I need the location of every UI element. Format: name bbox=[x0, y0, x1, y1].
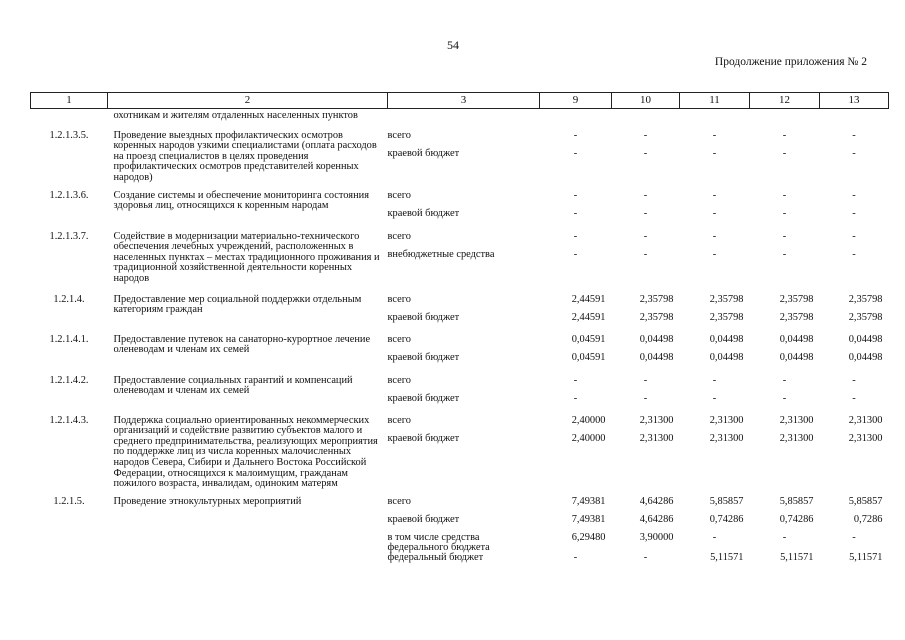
value-cell bbox=[820, 186, 889, 227]
amount-value: - bbox=[643, 230, 648, 242]
amount-value: 4,64286 bbox=[639, 513, 674, 525]
value-cell bbox=[820, 287, 889, 331]
value-cell bbox=[540, 186, 612, 227]
amount-value: 0,04498 bbox=[779, 351, 814, 363]
funding-source: всего bbox=[387, 414, 411, 426]
amount-value: - bbox=[782, 374, 787, 386]
amount-value: - bbox=[852, 248, 856, 260]
amount-value: - bbox=[852, 531, 856, 543]
value-cell bbox=[750, 412, 820, 492]
amount-value: 7,49381 bbox=[571, 513, 606, 525]
table-body bbox=[31, 109, 889, 571]
amount-value: - bbox=[782, 189, 787, 201]
amount-value: - bbox=[643, 392, 648, 404]
amount-value: - bbox=[712, 531, 717, 543]
amount-value: 2,31300 bbox=[848, 414, 883, 426]
amount-value: - bbox=[712, 230, 717, 242]
amount-value: 2,31300 bbox=[639, 432, 674, 444]
amount-value: 0,04498 bbox=[709, 333, 744, 345]
value-cell bbox=[612, 331, 680, 371]
amount-value: 2,35798 bbox=[779, 293, 814, 305]
col-header: 1 bbox=[31, 93, 108, 109]
amount-value: 3,90000 bbox=[639, 531, 674, 543]
value-cell bbox=[612, 109, 680, 124]
amount-value: - bbox=[573, 551, 578, 563]
funding-source: всего bbox=[387, 230, 411, 242]
amount-value: - bbox=[712, 129, 717, 141]
value-cell bbox=[750, 109, 820, 124]
amount-value: 2,31300 bbox=[848, 432, 883, 444]
amount-value: - bbox=[573, 230, 578, 242]
col-header: 10 bbox=[612, 93, 680, 109]
funding-source: всего bbox=[387, 333, 411, 345]
value-cell bbox=[540, 227, 612, 287]
value-cell bbox=[750, 492, 820, 571]
value-cell bbox=[750, 287, 820, 331]
amount-value: 2,44591 bbox=[571, 311, 606, 323]
funding-source: всего bbox=[387, 374, 411, 386]
row-description: Проведение этнокультурных мероприятий bbox=[113, 495, 302, 507]
row-description: Предоставление путевок на санаторно-курортное лечение оленеводам и членам их семей bbox=[113, 333, 371, 356]
amount-value: 2,31300 bbox=[639, 414, 674, 426]
value-cell bbox=[680, 331, 750, 371]
amount-value: - bbox=[573, 129, 578, 141]
value-cell bbox=[750, 331, 820, 371]
value-cell bbox=[612, 492, 680, 571]
value-cell bbox=[540, 109, 612, 124]
amount-value: - bbox=[643, 248, 648, 260]
row-code: 1.2.1.3.5. bbox=[49, 129, 89, 141]
amount-value: 0,04591 bbox=[571, 333, 606, 345]
value-cell bbox=[750, 371, 820, 412]
amount-value: 2,31300 bbox=[779, 414, 814, 426]
amount-value: 2,31300 bbox=[709, 432, 744, 444]
amount-value: 2,40000 bbox=[571, 432, 606, 444]
amount-value: 2,44591 bbox=[571, 293, 606, 305]
amount-value: - bbox=[852, 189, 856, 201]
table-row bbox=[31, 412, 889, 492]
amount-value: - bbox=[573, 374, 578, 386]
row-code: 1.2.1.4. bbox=[53, 293, 85, 305]
value-cell bbox=[680, 109, 750, 124]
amount-value: - bbox=[573, 248, 578, 260]
amount-value: - bbox=[643, 189, 648, 201]
page-number: 54 bbox=[447, 38, 459, 52]
row-description: Предоставление социальных гарантий и компенсаций оленеводам и членам их семей bbox=[113, 374, 353, 397]
amount-value: 2,35798 bbox=[709, 311, 744, 323]
amount-value: 5,85857 bbox=[779, 495, 814, 507]
amount-value: - bbox=[782, 207, 787, 219]
amount-value: - bbox=[782, 531, 787, 543]
col-header: 11 bbox=[680, 93, 750, 109]
row-code: 1.2.1.4.1. bbox=[49, 333, 89, 345]
amount-value: 2,35798 bbox=[848, 311, 883, 323]
amount-value: 0,04498 bbox=[709, 351, 744, 363]
row-sources bbox=[388, 412, 540, 492]
funding-source: внебюджетные средства bbox=[387, 248, 495, 260]
value-cell bbox=[750, 227, 820, 287]
value-cell bbox=[680, 287, 750, 331]
amount-value: - bbox=[782, 392, 787, 404]
value-cell bbox=[680, 412, 750, 492]
row-code bbox=[31, 109, 108, 124]
amount-value: 2,35798 bbox=[848, 293, 883, 305]
value-cell bbox=[540, 331, 612, 371]
amount-value: 5,11571 bbox=[710, 551, 744, 563]
amount-value: 0,04498 bbox=[639, 351, 674, 363]
amount-value: 0,74286 bbox=[779, 513, 814, 525]
row-code: 1.2.1.3.7. bbox=[49, 230, 89, 242]
funding-source: краевой бюджет bbox=[387, 147, 460, 159]
amount-value: 0,7286 bbox=[853, 513, 883, 525]
value-cell bbox=[820, 492, 889, 571]
value-cell bbox=[680, 492, 750, 571]
amount-value: - bbox=[643, 207, 648, 219]
amount-value: 5,85857 bbox=[848, 495, 883, 507]
amount-value: 0,04498 bbox=[848, 351, 883, 363]
amount-value: 2,35798 bbox=[779, 311, 814, 323]
amount-value: - bbox=[712, 374, 717, 386]
amount-value: - bbox=[643, 129, 648, 141]
amount-value: 4,64286 bbox=[639, 495, 674, 507]
value-cell bbox=[820, 412, 889, 492]
amount-value: 0,04498 bbox=[639, 333, 674, 345]
funding-source: всего bbox=[387, 129, 411, 141]
row-sources bbox=[388, 227, 540, 287]
value-cell bbox=[612, 186, 680, 227]
value-cell bbox=[680, 186, 750, 227]
col-header: 12 bbox=[750, 93, 820, 109]
amount-value: 5,11571 bbox=[780, 551, 814, 563]
budget-table bbox=[30, 92, 889, 571]
row-sources bbox=[388, 331, 540, 371]
value-cell bbox=[820, 371, 889, 412]
amount-value: 2,31300 bbox=[779, 432, 814, 444]
table-row bbox=[31, 109, 889, 124]
amount-value: 0,74286 bbox=[709, 513, 744, 525]
row-code: 1.2.1.3.6. bbox=[49, 189, 89, 201]
row-description: Предоставление мер социальной поддержки отдельным категориям граждан bbox=[113, 293, 362, 316]
value-cell bbox=[540, 371, 612, 412]
funding-source: краевой бюджет bbox=[387, 432, 460, 444]
table-row bbox=[31, 227, 889, 287]
amount-value: - bbox=[852, 147, 856, 159]
value-cell bbox=[820, 227, 889, 287]
amount-value: 7,49381 bbox=[571, 495, 606, 507]
value-cell bbox=[612, 227, 680, 287]
amount-value: - bbox=[782, 147, 787, 159]
value-cell bbox=[680, 124, 750, 186]
col-header: 2 bbox=[108, 93, 388, 109]
col-header: 13 bbox=[820, 93, 889, 109]
amount-value: - bbox=[643, 551, 648, 563]
value-cell bbox=[820, 331, 889, 371]
col-header: 9 bbox=[540, 93, 612, 109]
value-cell bbox=[612, 412, 680, 492]
value-cell bbox=[540, 124, 612, 186]
value-cell bbox=[820, 124, 889, 186]
table-row bbox=[31, 331, 889, 371]
row-sources bbox=[388, 124, 540, 186]
amount-value: - bbox=[852, 392, 856, 404]
funding-source: краевой бюджет bbox=[387, 207, 460, 219]
amount-value: - bbox=[712, 189, 717, 201]
col-header: 3 bbox=[388, 93, 540, 109]
row-code: 1.2.1.5. bbox=[53, 495, 85, 507]
amount-value: 6,29480 bbox=[571, 531, 606, 543]
continuation-caption: Продолжение приложения № 2 bbox=[714, 56, 867, 68]
value-cell bbox=[750, 186, 820, 227]
funding-source: всего bbox=[387, 189, 411, 201]
funding-source: краевой бюджет bbox=[387, 311, 460, 323]
row-description: охотникам и жителям отдаленных населенных пунктов bbox=[113, 110, 358, 121]
amount-value: - bbox=[712, 392, 717, 404]
row-sources bbox=[388, 492, 540, 571]
value-cell bbox=[540, 492, 612, 571]
amount-value: 0,04498 bbox=[848, 333, 883, 345]
funding-source: краевой бюджет bbox=[387, 513, 460, 525]
row-description: Поддержка социально ориентированных некоммерческих организаций и содействие развитию субъектов малого и среднего предпринимательства, реализующих мероприятия по поддержке лиц из числа коренных малочисленных народов Севера, Сибири и Дальнего Востока Российской Федерации, относящихся к малоимущим, гражданам пожилого возраста, инвалидам, одиноким матерям bbox=[113, 414, 378, 490]
value-cell bbox=[540, 287, 612, 331]
amount-value: - bbox=[573, 207, 578, 219]
header-row bbox=[31, 93, 889, 109]
amount-value: 0,04498 bbox=[779, 333, 814, 345]
amount-value: - bbox=[782, 129, 787, 141]
amount-value: - bbox=[643, 147, 648, 159]
row-code: 1.2.1.4.2. bbox=[49, 374, 89, 386]
amount-value: 2,35798 bbox=[639, 311, 674, 323]
amount-value: - bbox=[712, 248, 717, 260]
table-row bbox=[31, 371, 889, 412]
table-row bbox=[31, 124, 889, 186]
funding-source: в том числе средства федерального бюджета bbox=[387, 531, 490, 554]
amount-value: - bbox=[782, 230, 787, 242]
row-description: Проведение выездных профилактических осмотров коренных народов узкими специалистами (оплата расходов на проезд специалистов в целях проведения профилактических осмотров представителей коренных народов) bbox=[113, 129, 377, 183]
amount-value: 2,40000 bbox=[571, 414, 606, 426]
funding-source: краевой бюджет bbox=[387, 351, 460, 363]
value-cell bbox=[540, 412, 612, 492]
value-cell bbox=[680, 227, 750, 287]
table-row bbox=[31, 186, 889, 227]
funding-source: всего bbox=[387, 495, 411, 507]
amount-value: - bbox=[573, 147, 578, 159]
amount-value: - bbox=[573, 392, 578, 404]
row-description: Создание системы и обеспечение мониторинга состояния здоровья лиц, относящихся к коренным народам bbox=[113, 189, 369, 212]
funding-source: всего bbox=[387, 293, 411, 305]
amount-value: - bbox=[712, 147, 717, 159]
row-sources bbox=[388, 371, 540, 412]
amount-value: - bbox=[643, 374, 648, 386]
amount-value: 2,35798 bbox=[639, 293, 674, 305]
amount-value: - bbox=[712, 207, 717, 219]
funding-source: федеральный бюджет bbox=[387, 551, 484, 563]
value-cell bbox=[612, 287, 680, 331]
row-sources bbox=[388, 287, 540, 331]
value-cell bbox=[820, 109, 889, 124]
table-row bbox=[31, 492, 889, 571]
amount-value: - bbox=[852, 374, 856, 386]
amount-value: - bbox=[852, 207, 856, 219]
row-sources bbox=[388, 186, 540, 227]
amount-value: 5,11571 bbox=[849, 551, 883, 563]
funding-source: краевой бюджет bbox=[387, 392, 460, 404]
amount-value: 5,85857 bbox=[709, 495, 744, 507]
row-sources bbox=[388, 109, 540, 124]
row-description: Содействие в модернизации материально-технического обеспечения лечебных учреждений, расположенных в населенных пунктах – местах традиционного проживания и традиционной хозяйственной деятельности коренных народов bbox=[113, 230, 380, 284]
amount-value: - bbox=[573, 189, 578, 201]
value-cell bbox=[612, 371, 680, 412]
value-cell bbox=[612, 124, 680, 186]
amount-value: 2,35798 bbox=[709, 293, 744, 305]
row-code: 1.2.1.4.3. bbox=[49, 414, 89, 426]
amount-value: 0,04591 bbox=[571, 351, 606, 363]
amount-value: - bbox=[852, 230, 856, 242]
table-row bbox=[31, 287, 889, 331]
value-cell bbox=[680, 371, 750, 412]
amount-value: - bbox=[782, 248, 787, 260]
amount-value: 2,31300 bbox=[709, 414, 744, 426]
value-cell bbox=[750, 124, 820, 186]
amount-value: - bbox=[852, 129, 856, 141]
